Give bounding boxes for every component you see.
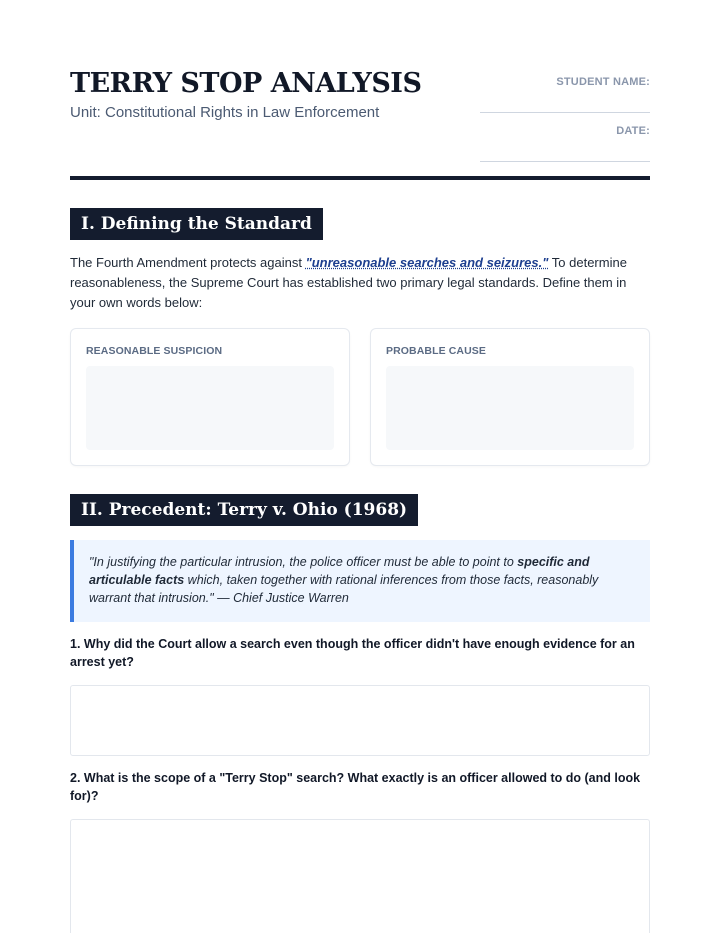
intro-text-end: To determine reasonableness, the Supreme Court has established two primary legal standards. Define them in your own words below: [70, 255, 627, 310]
quote-text [89, 553, 629, 607]
date-line[interactable] [480, 161, 650, 162]
intro-emphasis: "unreasonable searches and seizures." [305, 255, 549, 270]
student-name-line[interactable] [480, 112, 650, 113]
header-divider [70, 176, 650, 180]
reasonable-suspicion-answer-box[interactable] [86, 366, 334, 450]
section-heading-precedent: II. Precedent: Terry v. Ohio (1968) [70, 494, 418, 526]
question-1-answer-box[interactable] [70, 685, 650, 756]
intro-text-start: The Fourth Amendment protects against [70, 255, 306, 270]
card-label: REASONABLE SUSPICION [86, 345, 223, 357]
quote-start: "In justifying the particular intrusion, the police officer must be able to point to [89, 555, 518, 569]
section-heading-defining-standard: I. Defining the Standard [70, 208, 323, 240]
card-label: PROBABLE CAUSE [386, 345, 486, 357]
probable-cause-answer-box[interactable] [386, 366, 634, 450]
question-2-answer-box[interactable] [70, 819, 650, 933]
date-label: DATE: [616, 125, 650, 137]
court-quote-block [70, 540, 650, 622]
quote-bold: specific and articulable facts [89, 555, 590, 587]
section1-intro [70, 253, 650, 313]
worksheet-title: TERRY STOP ANALYSIS [70, 68, 422, 99]
definition-card-probable-cause [370, 328, 650, 466]
student-name-label: STUDENT NAME: [556, 76, 650, 88]
quote-end: which, taken together with rational inferences from those facts, reasonably warrant that intrusion." — Chief Justice Warren [89, 573, 599, 605]
definition-card-reasonable-suspicion [70, 328, 350, 466]
worksheet-subtitle: Unit: Constitutional Rights in Law Enforcement [70, 104, 380, 121]
question-2: 2. What is the scope of a "Terry Stop" search? What exactly is an officer allowed to do (and look for)? [70, 771, 641, 803]
question-1: 1. Why did the Court allow a search even though the officer didn't have enough evidence for an arrest yet? [70, 637, 635, 669]
